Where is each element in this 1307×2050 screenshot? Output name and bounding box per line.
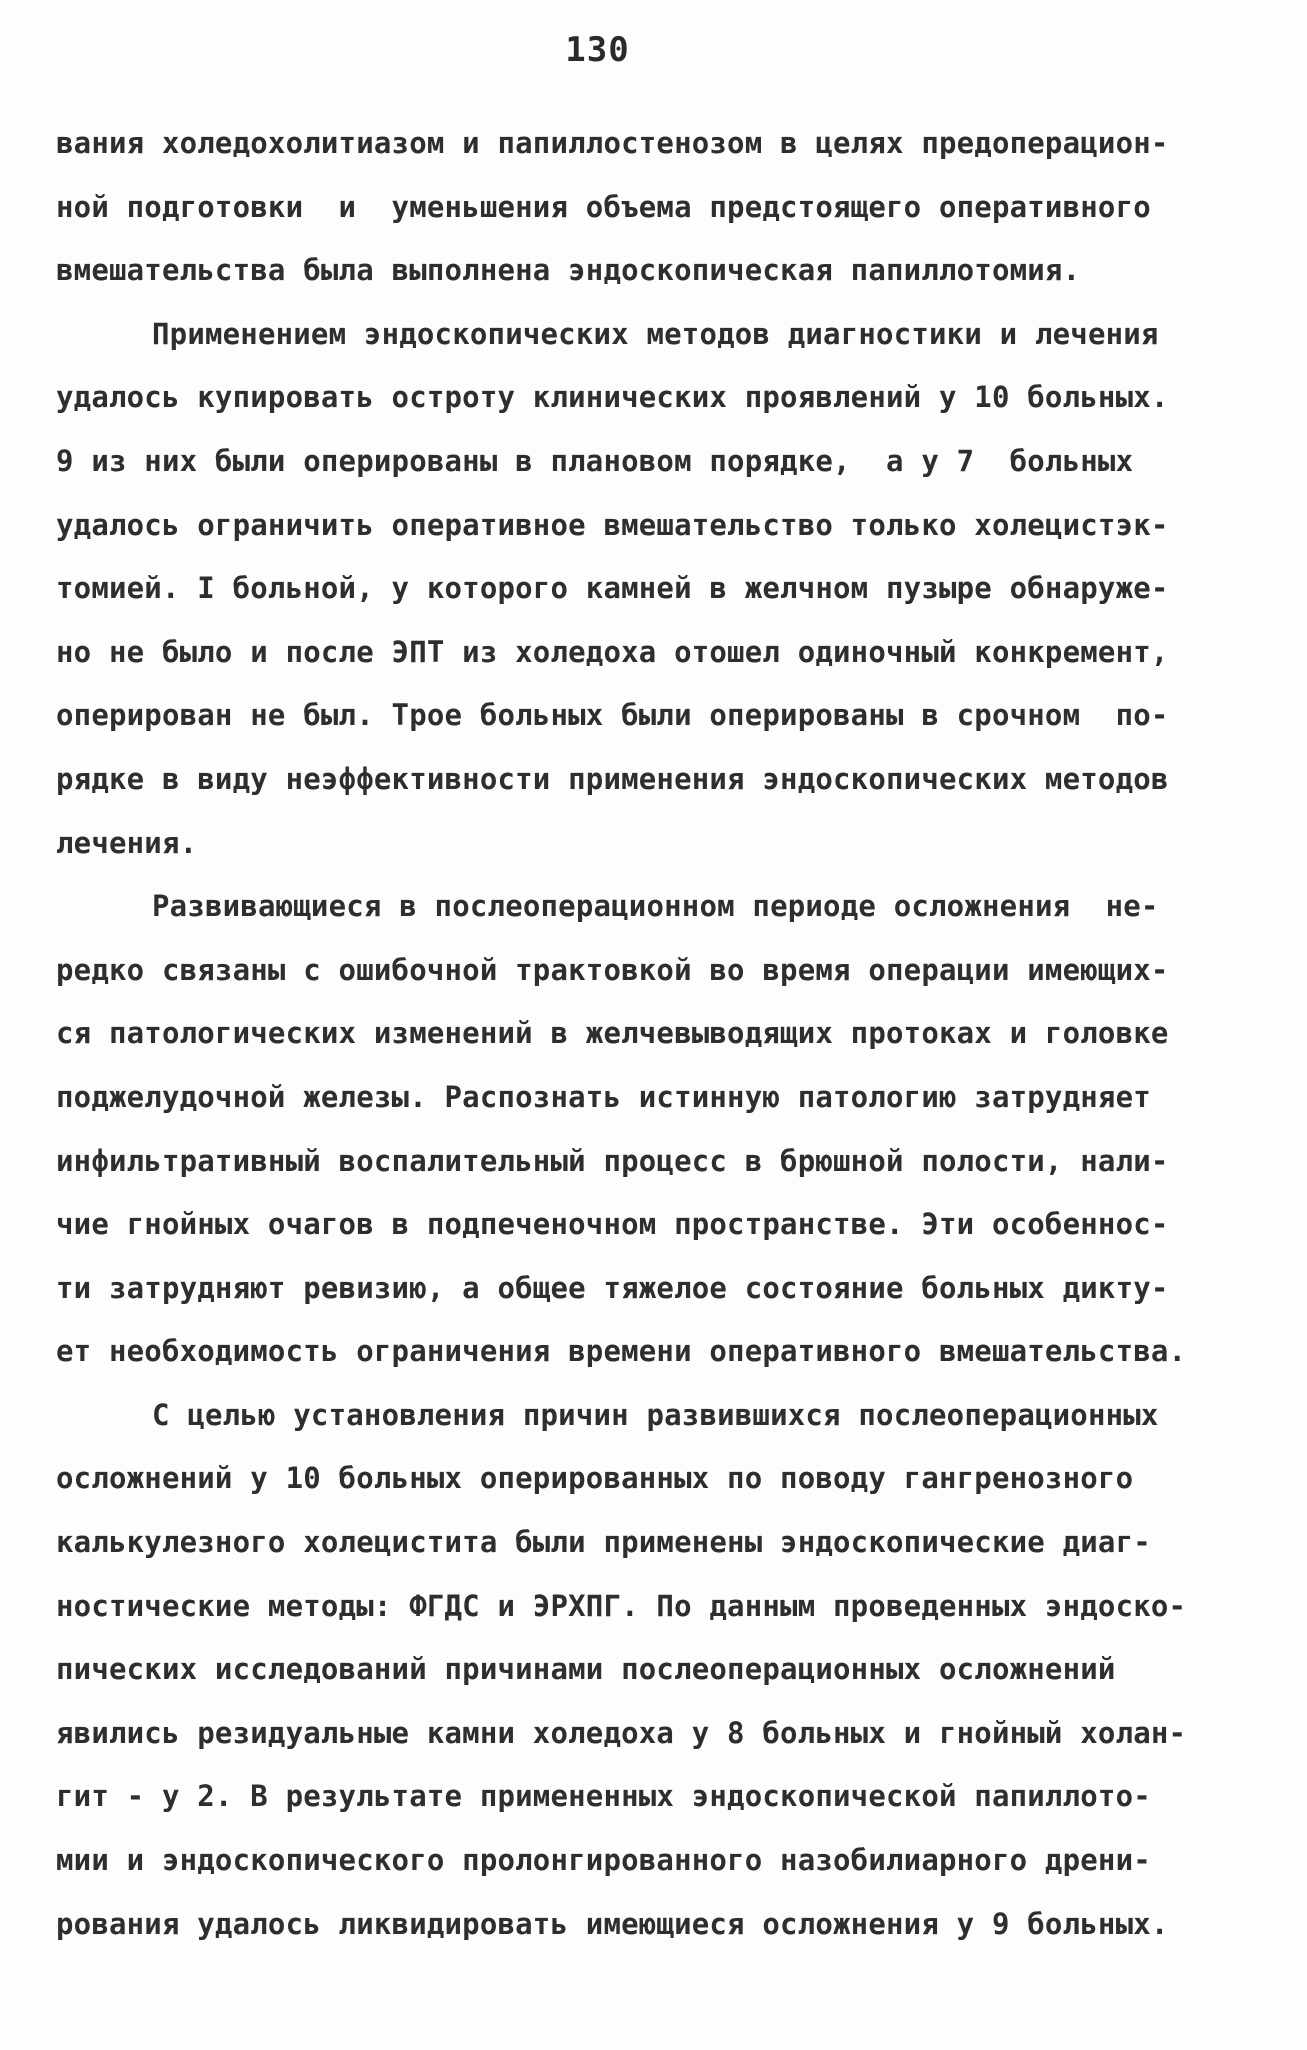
text-line: но не было и после ЭПТ из холедоха отошел одиночный конкремент, — [56, 634, 1169, 669]
text-line: лечения. — [56, 825, 198, 860]
text-line: вания холедохолитиазом и папиллостенозом в целях предоперацион- — [56, 126, 1169, 160]
body-text — [56, 112, 1256, 1956]
text-line: ет необходимость ограничения времени оперативного вмешательства. — [56, 1334, 1187, 1369]
text-line: ностические методы: ФГДС и ЭРХПГ. По данным проведенных эндоско- — [56, 1588, 1187, 1623]
text-line: ной подготовки и уменьшения объема предстоящего оперативного — [56, 189, 1151, 224]
text-line: пических исследований причинами послеоперационных осложнений — [56, 1652, 1116, 1687]
text-line: рядке в виду неэффективности применения эндоскопических методов — [56, 761, 1169, 796]
text-line: вмешательства была выполнена эндоскопическая папиллотомия. — [56, 253, 1081, 288]
text-line: оперирован не был. Трое больных были оперированы в срочном по- — [56, 698, 1169, 733]
text-line: редко связаны с ошибочной трактовкой во время операции имеющих- — [56, 952, 1169, 987]
text-line: Применением эндоскопических методов диагностики и лечения — [152, 316, 1159, 351]
text-line: явились резидуальные камни холедоха у 8 больных и гнойный холан- — [56, 1715, 1187, 1750]
text-line: инфильтративный воспалительный процесс в брюшной полости, нали- — [56, 1143, 1169, 1178]
text-line: осложнений у 10 больных оперированных по поводу гангренозного — [56, 1461, 1134, 1496]
text-line: удалось купировать остроту клинических проявлений у 10 больных. — [56, 380, 1169, 415]
text-line: рования удалось ликвидировать имеющиеся осложнения у 9 больных. — [56, 1906, 1169, 1941]
page-number: 130 — [565, 30, 630, 70]
text-line: калькулезного холецистита были применены эндоскопические диаг- — [56, 1525, 1151, 1560]
text-line: чие гнойных очагов в подпеченочном пространстве. Эти особеннос- — [56, 1207, 1169, 1242]
text-line: гит - у 2. В результате примененных эндоскопической папиллото- — [56, 1779, 1151, 1814]
text-line: Развивающиеся в послеоперационном периоде осложнения не- — [152, 889, 1159, 924]
text-line: ся патологических изменений в желчевыводящих протоках и головке — [56, 1016, 1169, 1051]
text-line: удалось ограничить оперативное вмешательство только холецистэк- — [56, 507, 1169, 542]
text-line: томией. I больной, у которого камней в желчном пузыре обнаруже- — [56, 571, 1169, 606]
text-line: мии и эндоскопического пролонгированного назобилиарного дрени- — [56, 1843, 1151, 1878]
text-line: С целью установления причин развившихся послеоперационных — [152, 1397, 1159, 1432]
text-line: 9 из них были оперированы в плановом порядке, а у 7 больных — [56, 443, 1134, 478]
text-line: ти затрудняют ревизию, а общее тяжелое состояние больных дикту- — [56, 1270, 1169, 1305]
text-line: поджелудочной железы. Распознать истинную патологию затрудняет — [56, 1079, 1151, 1114]
